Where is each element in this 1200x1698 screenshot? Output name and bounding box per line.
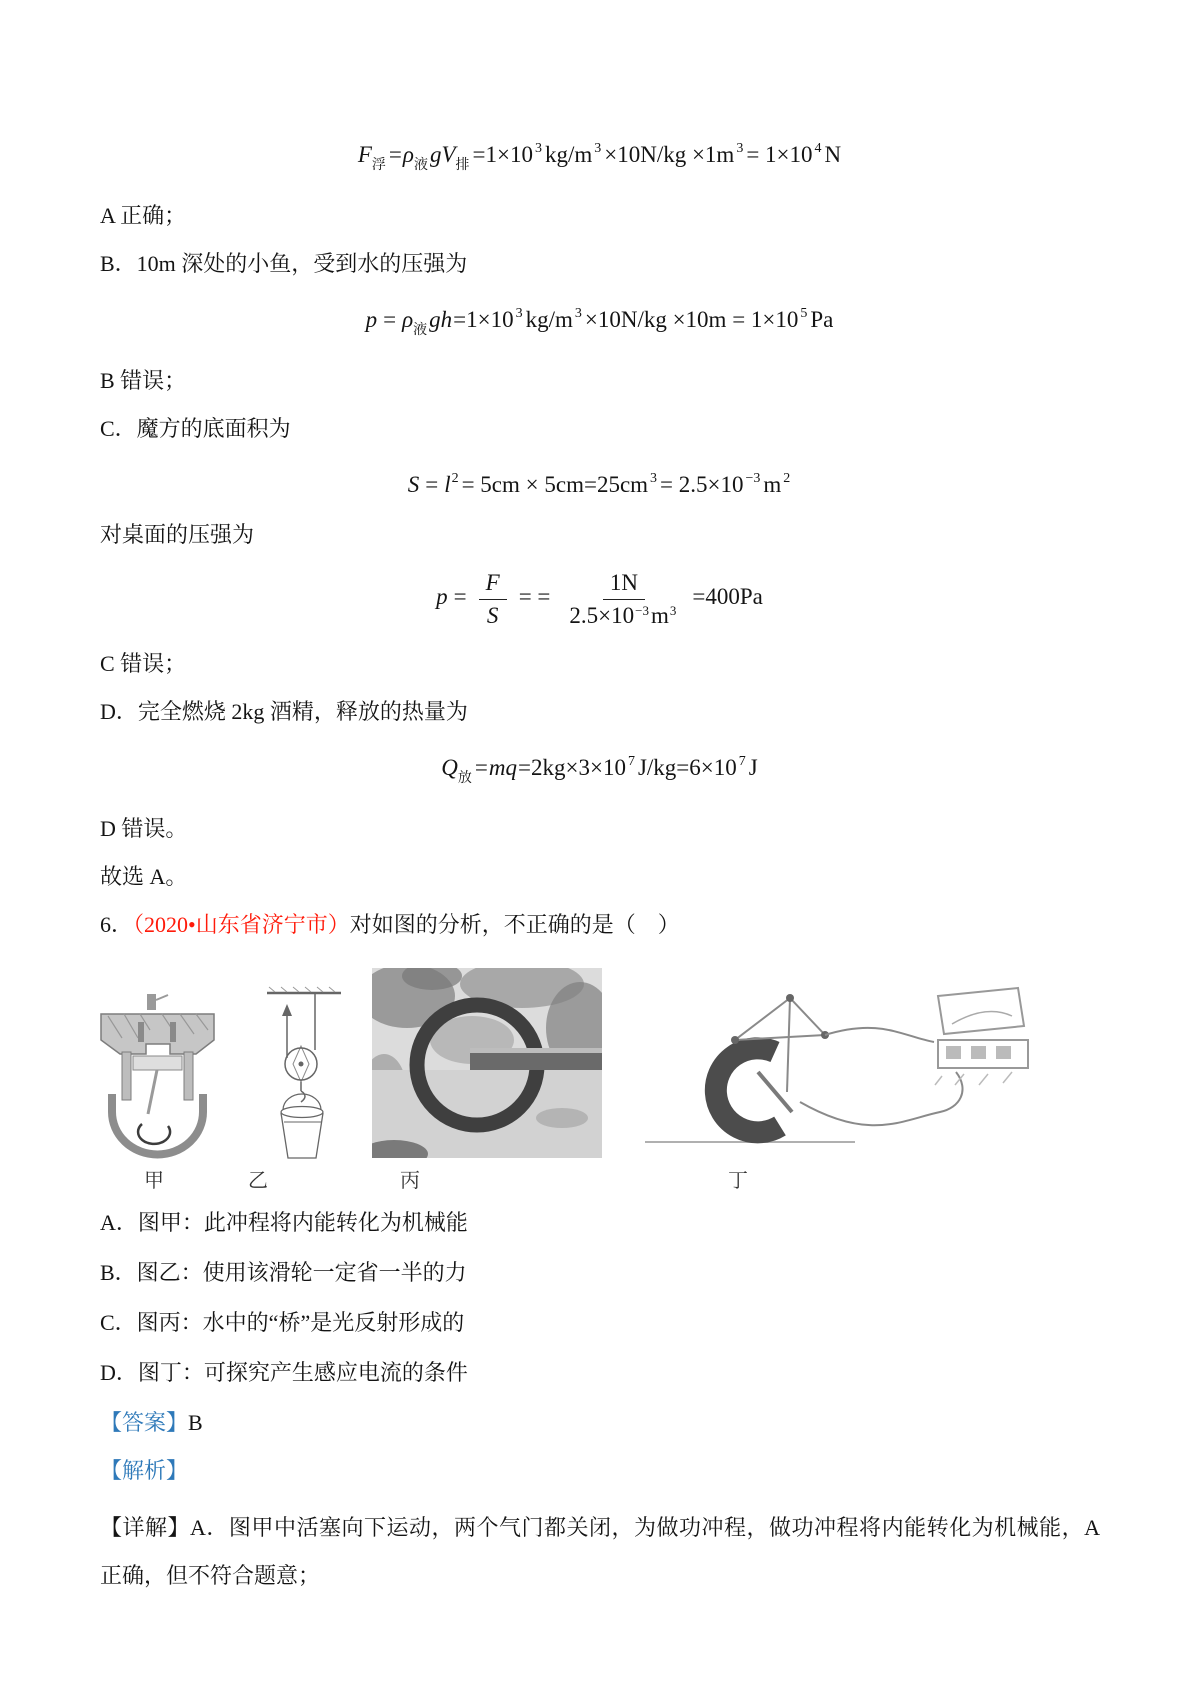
formula-base-area [100, 462, 1100, 502]
figure-label-yi: 乙 [248, 1170, 268, 1193]
formula-var: S [407, 472, 420, 497]
formula-token: ×10N/kg ×10m = 1×10 [584, 307, 799, 332]
formula-var: gV [429, 142, 456, 167]
answer-label: 【答案】 [100, 1410, 189, 1436]
question-number: 6． [100, 912, 134, 938]
formula-token: Pa [810, 307, 834, 332]
option-a: A．图甲：此冲程将内能转化为机械能 [100, 1210, 468, 1236]
solution-a-correct: A 正确； [100, 203, 187, 228]
formula-subscript: 浮 [371, 158, 386, 173]
formula-var: gh [429, 307, 453, 332]
figure-label-bing: 丙 [400, 1170, 420, 1193]
fraction-denominator: S [486, 602, 499, 628]
formula-token: = [474, 755, 488, 781]
formula-token: = [425, 472, 439, 497]
formula-token: kg/m [525, 307, 573, 332]
fraction-1N-over-area [562, 568, 685, 629]
formula-var: p [436, 583, 448, 609]
fraction-numerator: F [479, 568, 507, 600]
question6-stem [100, 910, 1100, 940]
formula-token: = 2.5×10 [660, 472, 744, 497]
fraction-F-over-S [479, 568, 507, 629]
answer-value: B [188, 1410, 203, 1436]
formula-var: ρ [402, 142, 414, 167]
formula-subscript: 排 [455, 158, 470, 173]
formula-heat-released [100, 745, 1100, 796]
question-source: （2020•山东省济宁市） [133, 912, 350, 938]
formula-table-pressure [100, 568, 1100, 629]
formula-var: l [444, 472, 451, 497]
formula-token: J [748, 755, 758, 781]
solution-c-wrong: C 错误； [100, 651, 187, 677]
formula-token: =1×10 [453, 307, 514, 332]
electromagnetic-induction-image [640, 980, 1040, 1152]
formula-var: F [357, 142, 372, 167]
detail-label: 【详解】 [100, 1515, 191, 1541]
formula-superscript: 3 [574, 306, 582, 321]
formula-superscript: 2 [451, 471, 459, 486]
fraction-denominator [562, 600, 685, 630]
detail-paragraph [100, 1504, 1100, 1600]
formula-superscript: −3 [745, 471, 761, 486]
option-b: B．图乙：使用该滑轮一定省一半的力 [100, 1260, 467, 1286]
formula-token: = [388, 142, 402, 167]
formula-token: =400Pa [692, 583, 763, 609]
formula-token: m [763, 472, 782, 497]
formula-subscript: 放 [457, 771, 472, 787]
solution-conclusion: 故选 A。 [100, 864, 188, 890]
formula-superscript: 7 [738, 754, 746, 770]
solution-b-wrong: B 错误； [100, 368, 187, 393]
formula-token: = = [518, 583, 551, 609]
formula-superscript: 3 [669, 602, 677, 618]
formula-token: J/kg=6×10 [637, 755, 737, 781]
formula-superscript: 3 [594, 141, 602, 156]
formula-superscript: −3 [635, 602, 649, 618]
pulley-bucket-image [265, 986, 343, 1162]
formula-superscript: 3 [736, 141, 744, 156]
formula-token: = [383, 307, 397, 332]
solution-c-statement: C．魔方的底面积为 [100, 416, 291, 441]
analysis-line [100, 1456, 1100, 1486]
formula-subscript: 液 [413, 323, 428, 338]
solution-c-middle: 对桌面的压强为 [100, 522, 255, 547]
formula-superscript: 5 [800, 306, 808, 321]
formula-token: kg/m [544, 142, 593, 167]
formula-buoyancy [100, 132, 1100, 183]
bridge-reflection-photo [372, 968, 602, 1158]
formula-var: Q [441, 755, 458, 781]
formula-token: N [824, 142, 842, 167]
formula-superscript: 7 [627, 754, 635, 770]
formula-token: =2kg×3×10 [518, 755, 626, 781]
formula-water-pressure [100, 297, 1100, 348]
formula-token: 2.5×10 [569, 602, 635, 628]
solution-b-statement: B．10m 深处的小鱼，受到水的压强为 [100, 251, 468, 276]
engine-cross-section-image [100, 994, 215, 1162]
formula-token: = 1×10 [746, 142, 813, 167]
formula-token: ×10N/kg ×1m [604, 142, 735, 167]
figure-label-ding: 丁 [728, 1170, 748, 1193]
fraction-numerator: 1N [603, 568, 645, 600]
formula-subscript: 液 [413, 158, 428, 173]
formula-token: =1×10 [472, 142, 533, 167]
solution-d-wrong: D 错误。 [100, 816, 188, 842]
formula-superscript: 2 [783, 471, 791, 486]
formula-token: m [650, 602, 669, 628]
formula-var: mq [488, 755, 518, 781]
solution-d-statement: D．完全燃烧 2kg 酒精，释放的热量为 [100, 699, 468, 725]
formula-token: = 5cm × 5cm=25cm [461, 472, 649, 497]
formula-var: ρ [402, 307, 414, 332]
answer-line [100, 1408, 1100, 1438]
formula-superscript: 3 [515, 306, 523, 321]
option-c: C．图丙：水中的“桥”是光反射形成的 [100, 1310, 465, 1336]
formula-superscript: 3 [534, 141, 542, 156]
question6-figure-strip [100, 958, 1100, 1198]
detail-text: A．图甲中活塞向下运动，两个气门都关闭，为做功冲程，做功冲程将内能转化为机械能，A 正确，但不符合题意； [100, 1515, 1100, 1589]
formula-superscript: 3 [650, 471, 658, 486]
formula-token: = [453, 583, 467, 609]
formula-superscript: 4 [814, 141, 822, 156]
option-d: D．图丁：可探究产生感应电流的条件 [100, 1360, 468, 1386]
formula-var: p [365, 307, 378, 332]
analysis-label: 【解析】 [100, 1458, 189, 1484]
question-text: 对如图的分析，不正确的是（ ） [349, 912, 680, 938]
figure-label-jia: 甲 [144, 1170, 164, 1193]
